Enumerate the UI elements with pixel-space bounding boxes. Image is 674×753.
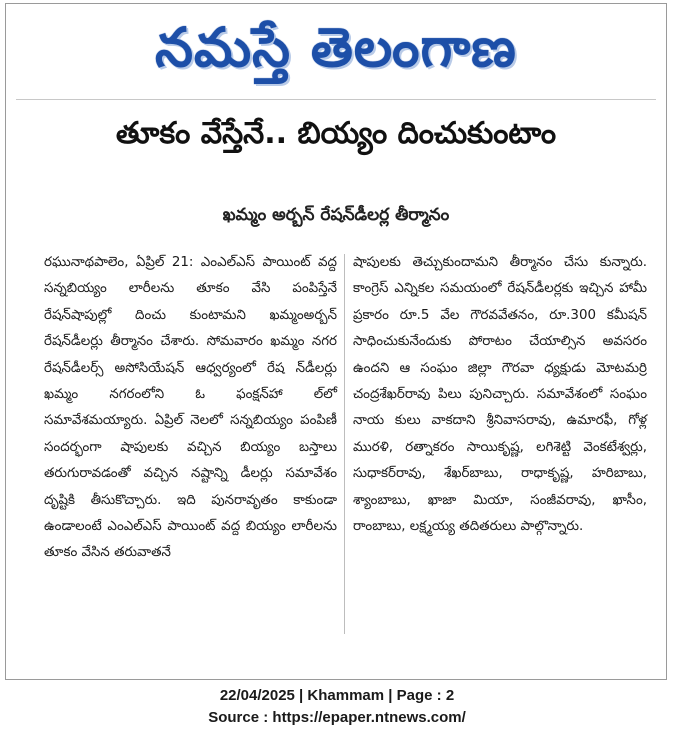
article-body xyxy=(44,250,646,650)
masthead xyxy=(6,6,666,90)
masthead-logo: నమస్తే తెలంగాణ xyxy=(155,16,517,79)
footer-source-link: Source : https://epaper.ntnews.com/ xyxy=(208,709,466,726)
article-column-right xyxy=(353,250,647,540)
article-column-left xyxy=(44,250,337,567)
right-column-text: షాపులకు తెచ్చుకుందామని తీర్మానం చేసు కున్నారు. కాంగ్రెస్ ఎన్నికల సమయంలో రేషన్‌డీలర్లకు ఇచ్చిన హామీ ప్రకారం రూ.5 వేల గౌరవవేతనం, రూ.300 కమీషన్ సాధించుకునేందుకు పోరాటం చేయాల్సిన అవసరం ఉందని ఆ సంఘం జిల్లా గౌరవా ధ్యక్షుడు మోటమర్రి చంద్రశేఖర్‌రావు పిలు పునిచ్చారు. సమావేశంలో సంఘం నాయ కులు వాకదాని శ్రీనివాసరావు, ఉమారఫీ, గోళ్ల మురళి, రత్నాకరం సాయికృష్ణ, లగిశెట్టి వెంకటేశ్వర్లు, సుధాకర్‌రావు, శేఖర్‌బాబు, రాధాకృష్ణ, హరిబాబు, శ్యాంబాబు, ఖాజా మియా, సంజీవరావు, ఖాసీం, రాంబాబు, లక్ష్మయ్య తదితరులు పాల్గొన్నారు. xyxy=(353,255,647,535)
source-footer xyxy=(0,685,674,729)
footer-date-page: 22/04/2025 | Khammam | Page : 2 xyxy=(219,687,455,704)
article-subheadline: ఖమ్మం అర్బన్ రేషన్‌డీలర్ల తీర్మానం xyxy=(222,205,450,225)
article-headline: తూకం వేస్తేనే.. బియ్యం దించుకుంటాం xyxy=(115,116,557,151)
left-column-text: రఘునాథపాలెం, ఏప్రిల్ 21: ఎంఎల్ఎస్ పాయింట్ వద్ద సన్నబియ్యం లారీలను తూకం వేసి పంపిస్తేనే రేషన్‌షాపుల్లో దించు కుంటామని ఖమ్మంఅర్బన్ రేషన్‌డీలర్లు తీర్మానం చేశారు. సోమవారం ఖమ్మం నగర రేషన్‌డీలర్స్ అసోసియేషన్ ఆధ్వర్యంలో రేష న్‌డీలర్లు ఖమ్మం నగరంలోని ఓ ఫంక్షన్‌హా ల్‌లో సమావేశమయ్యారు. ఏప్రిల్ నెలలో సన్నబియ్యం పంపిణీ సందర్భంగా షాపులకు వచ్చిన బియ్యం బస్తాలు తరుగురావడంతో వచ్చిన నష్టాన్ని డీలర్లు సమావేశం దృష్టికి తీసుకొచ్చారు. ఇది పునరావృతం కాకుండా ఉండాలంటే ఎంఎల్ఎస్ పాయింట్ వద్ద బియ్యం లారీలను తూకం వేసిన తరువాతనే xyxy=(44,255,337,561)
column-divider xyxy=(344,254,345,634)
newspaper-clipping xyxy=(5,3,667,680)
headline-box xyxy=(16,99,656,190)
